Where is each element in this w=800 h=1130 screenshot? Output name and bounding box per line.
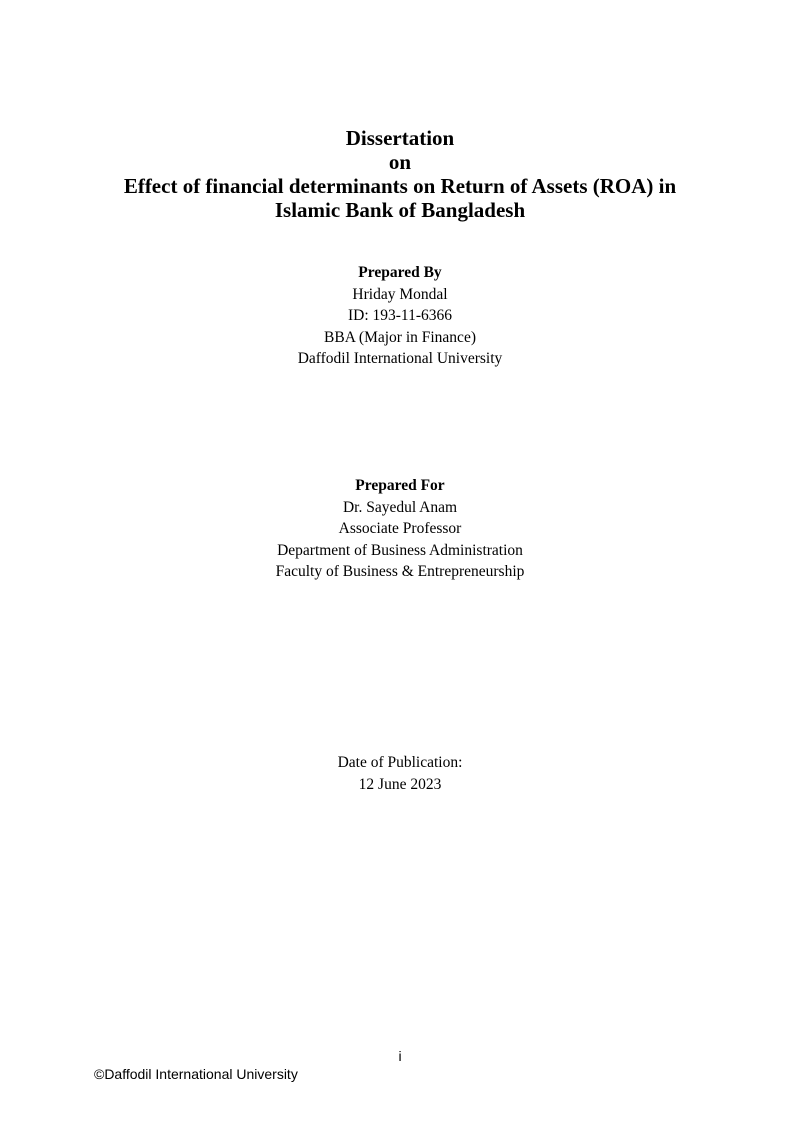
- document-title: [0, 126, 800, 222]
- author-name: Hriday Mondal: [352, 285, 448, 303]
- prepared-for-heading: Prepared For: [355, 477, 445, 494]
- title-line-bank: Islamic Bank of Bangladesh: [274, 198, 526, 222]
- supervisor-designation: Associate Professor: [338, 520, 462, 537]
- publication-date: 12 June 2023: [358, 775, 442, 793]
- publication-section: [0, 752, 800, 795]
- prepared-by-heading: Prepared By: [358, 264, 442, 281]
- supervisor-department: Department of Business Administration: [277, 541, 523, 559]
- publication-label: Date of Publication:: [337, 754, 463, 771]
- supervisor-name: Dr. Sayedul Anam: [342, 498, 458, 516]
- title-line-topic: Effect of financial determinants on Return of Assets (ROA) in: [123, 174, 677, 198]
- prepared-for-section: [0, 475, 800, 583]
- supervisor-faculty: Faculty of Business & Entrepreneurship: [275, 563, 525, 580]
- author-id: ID: 193-11-6366: [347, 307, 453, 324]
- prepared-by-section: [0, 262, 800, 370]
- title-line-dissertation: Dissertation: [345, 126, 455, 150]
- footer-copyright: ©Daffodil International University: [94, 1066, 298, 1082]
- author-institution: Daffodil International University: [297, 350, 503, 367]
- author-program: BBA (Major in Finance): [324, 328, 476, 346]
- title-line-on: on: [388, 150, 412, 174]
- page-number: i: [398, 1048, 402, 1064]
